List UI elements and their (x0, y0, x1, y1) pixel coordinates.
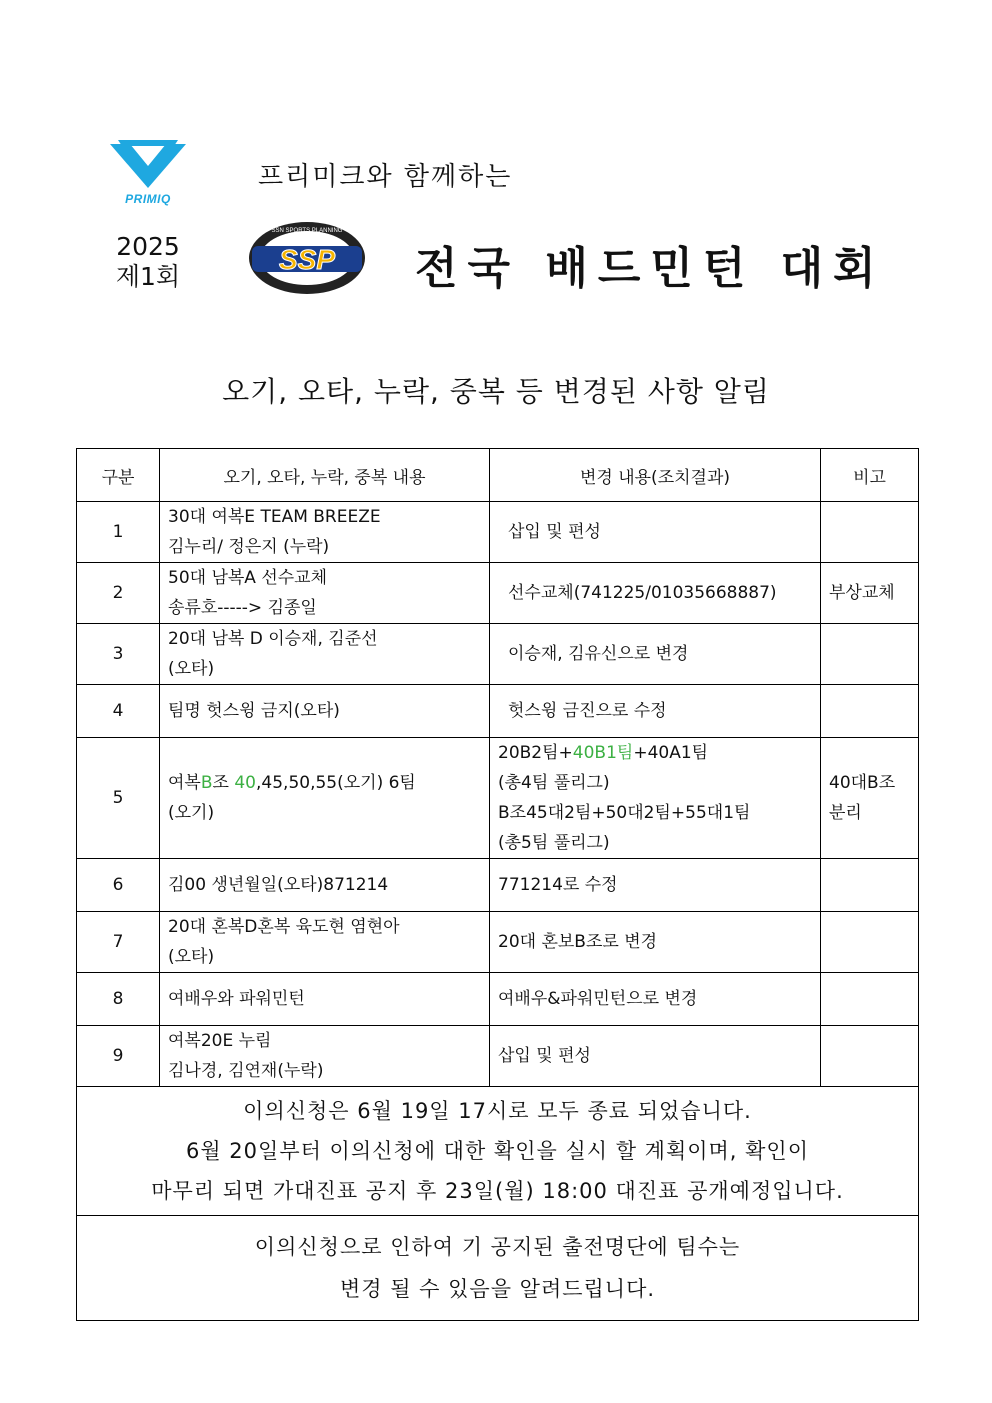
footer-warning: 이의신청으로 인하여 기 공지된 출전명단에 팀수는 변경 될 수 있음을 알려드립니다. (77, 1216, 919, 1321)
row-number: 2 (77, 563, 160, 624)
row-number: 4 (77, 685, 160, 738)
table-header-row (77, 449, 919, 502)
row-number: 7 (77, 912, 160, 973)
main-title: 전국 배드민턴 대회 (415, 243, 886, 294)
change-content: 삽입 및 편성 (490, 1026, 821, 1087)
footer-notice-row (77, 1087, 919, 1216)
header-note: 비고 (821, 449, 919, 502)
row-number: 6 (77, 859, 160, 912)
table-row (77, 859, 919, 912)
row-note (821, 973, 919, 1026)
row-note (821, 624, 919, 685)
change-content: 771214로 수정 (490, 859, 821, 912)
event-edition: 제1회 (115, 262, 181, 291)
issue-content: 50대 남복A 선수교체 송류호-----> 김종일 (160, 563, 490, 624)
table-row (77, 973, 919, 1026)
row-note (821, 912, 919, 973)
ssp-logo-icon (246, 220, 368, 296)
change-content: 이승재, 김유신으로 변경 (490, 624, 821, 685)
ssp-logo-text: SSP (278, 244, 336, 275)
row-number: 8 (77, 973, 160, 1026)
ssp-logo-ring-text: SSN SPORTS PLANNING (271, 228, 343, 234)
change-content: 20B2팀+40B1팀+40A1팀 (총4팀 풀리그) B조45대2팀+50대2팀+55대1팀 (총5팀 풀리그) (490, 738, 821, 859)
issue-content: 20대 남복 D 이승재, 김준선 (오타) (160, 624, 490, 685)
changes-table (76, 448, 919, 1321)
primiq-logo-text: PRIMIQ (125, 192, 171, 206)
row-number: 1 (77, 502, 160, 563)
change-content: 삽입 및 편성 (490, 502, 821, 563)
issue-content: 여배우와 파워민턴 (160, 973, 490, 1026)
change-content: 선수교체(741225/01035668887) (490, 563, 821, 624)
change-content: 여배우&파워민턴으로 변경 (490, 973, 821, 1026)
primiq-logo-icon (108, 140, 188, 190)
table-row (77, 624, 919, 685)
row-note: 40대B조 분리 (821, 738, 919, 859)
issue-content: 여복B조 40,45,50,55(오기) 6팀 (오기) (160, 738, 490, 859)
notice-title: 오기, 오타, 누락, 중복 등 변경된 사항 알림 (222, 375, 770, 408)
change-content: 헛스윙 금진으로 수정 (490, 685, 821, 738)
row-note: 부상교체 (821, 563, 919, 624)
table-row (77, 563, 919, 624)
row-note (821, 859, 919, 912)
header-issue-content: 오기, 오타, 누락, 중복 내용 (160, 449, 490, 502)
change-content: 20대 혼보B조로 변경 (490, 912, 821, 973)
issue-content: 20대 혼복D혼복 육도현 염현아 (오타) (160, 912, 490, 973)
header-change-content: 변경 내용(조치결과) (490, 449, 821, 502)
row-number: 3 (77, 624, 160, 685)
row-note (821, 1026, 919, 1087)
table-row (77, 912, 919, 973)
table-row (77, 685, 919, 738)
issue-content: 팀명 헛스윙 금지(오타) (160, 685, 490, 738)
issue-content: 김00 생년월일(오타)871214 (160, 859, 490, 912)
event-year: 2025 (116, 232, 180, 261)
table-row (77, 738, 919, 859)
header-category: 구분 (77, 449, 160, 502)
footer-notice: 이의신청은 6월 19일 17시로 모두 종료 되었습니다. 6월 20일부터 이의신청에 대한 확인을 실시 할 계획이며, 확인이 마무리 되면 가대진표 공지 후 23일(월) 18:00 대진표 공개예정입니다. (77, 1087, 919, 1216)
event-year-edition (108, 232, 188, 292)
row-number: 9 (77, 1026, 160, 1087)
issue-content: 여복20E 누림 김나경, 김연재(누락) (160, 1026, 490, 1087)
event-subtitle: 프리미크와 함께하는 (258, 162, 513, 192)
table-row (77, 502, 919, 563)
footer-warning-row (77, 1216, 919, 1321)
issue-content: 30대 여복E TEAM BREEZE 김누리/ 정은지 (누락) (160, 502, 490, 563)
row-number: 5 (77, 738, 160, 859)
table-row (77, 1026, 919, 1087)
row-note (821, 685, 919, 738)
row-note (821, 502, 919, 563)
